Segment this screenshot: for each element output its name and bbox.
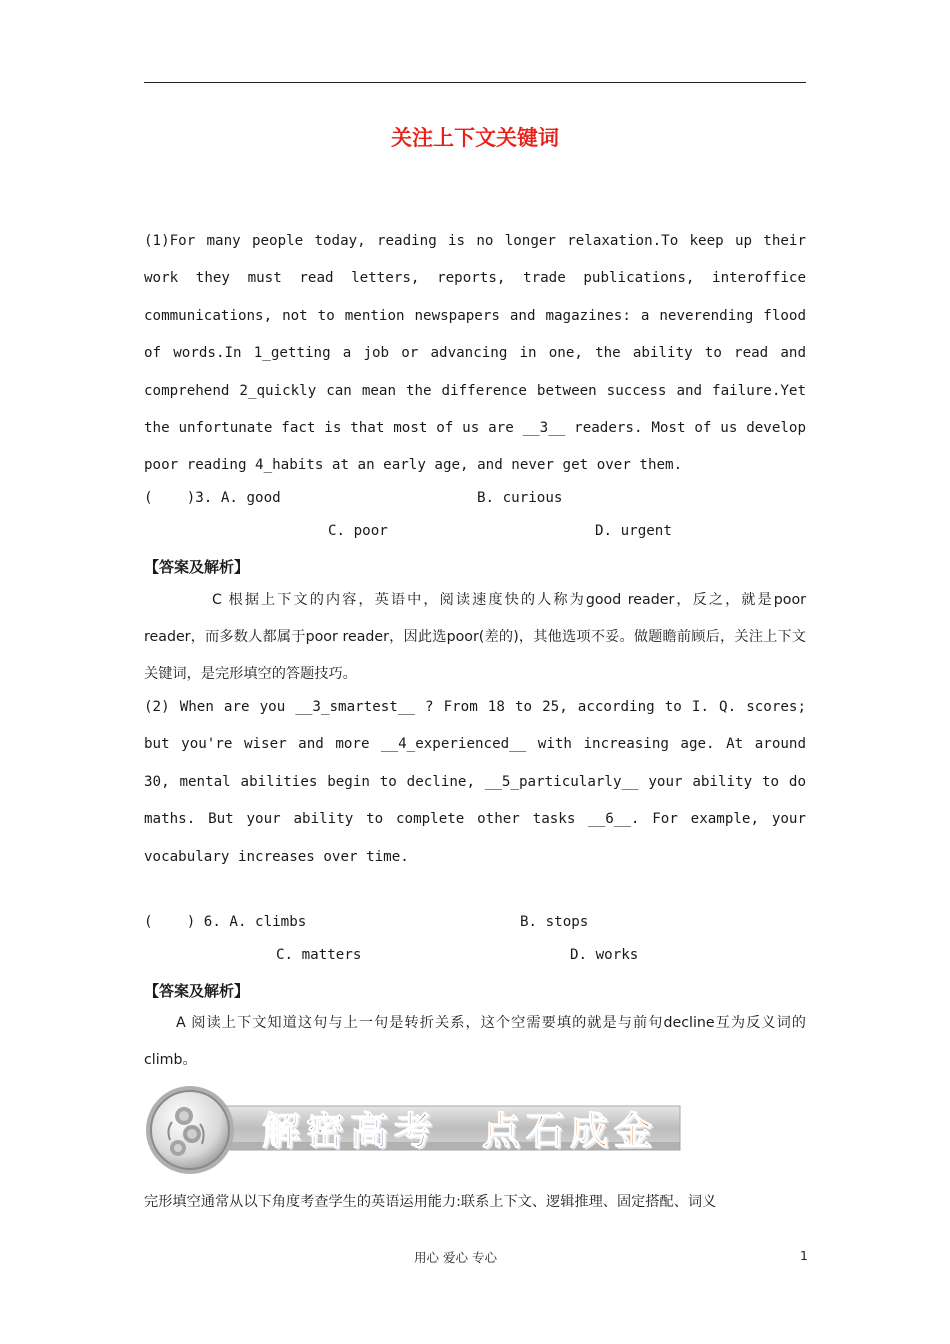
question-3-option-d: D. urgent bbox=[595, 523, 672, 539]
question-6-option-d: D. works bbox=[570, 947, 639, 963]
passage-2: (2) When are you __3_smartest__ ? From 18 to 25, according to I. Q. scores; but you're wiser and more __4_experienced__ with increasing age. At around 30, mental abilities begin to decline, __5_particularly__ your ability to do maths. But your ability to complete other tasks __6__. For example, your vocabulary increases over time. bbox=[144, 699, 806, 865]
question-3-stem: ( )3. A. good bbox=[144, 490, 281, 506]
header-rule bbox=[144, 82, 806, 83]
question-6-option-c: C. matters bbox=[276, 947, 362, 963]
answer-heading-2: 【答案及解析】 bbox=[144, 982, 250, 1000]
answer-2: A 阅读上下文知道这句与上一句是转折关系，这个空需要填的就是与前句decline互为反义词的climb。 bbox=[144, 1015, 806, 1068]
question-3-option-b: B. curious bbox=[477, 490, 563, 506]
rose-emblem-icon bbox=[146, 1086, 234, 1174]
footer-motto: 用心 爱心 专心 bbox=[414, 1250, 497, 1265]
banner-title-right: 点石成金 bbox=[482, 1109, 659, 1153]
answer-1: C 根据上下文的内容，英语中，阅读速度快的人称为good reader，反之，就是poor reader，而多数人都属于poor reader，因此选poor(差的)，其他选项不妥。做题瞻前顾后，关注上下文关键词，是完形填空的答题技巧。 bbox=[144, 592, 806, 682]
page-number: 1 bbox=[800, 1248, 808, 1263]
question-6-option-b: B. stops bbox=[520, 914, 589, 930]
banner-title-left: 解密高考 bbox=[262, 1109, 439, 1153]
question-6-stem: ( ) 6. A. climbs bbox=[144, 914, 307, 930]
passage-1: (1)For many people today, reading is no longer relaxation.To keep up their work they must read letters, reports, trade publications, interoffice communications, not to mention newspapers and magazines: a neverending flood of words.In 1_getting a job or advancing in one, the ability to read and comprehend 2_quickly can mean the difference between success and failure.Yet the unfortunate fact is that most of us are __3__ readers. Most of us develop poor reading 4_habits at an early age, and never get over them. bbox=[144, 233, 806, 474]
summary-text: 完形填空通常从以下角度考查学生的英语运用能力:联系上下文、逻辑推理、固定搭配、词义 bbox=[144, 1194, 717, 1210]
question-3-option-c: C. poor bbox=[328, 523, 388, 539]
page-title: 关注上下文关键词 bbox=[391, 126, 559, 150]
section-banner bbox=[144, 1082, 684, 1178]
answer-heading-1: 【答案及解析】 bbox=[144, 558, 250, 576]
